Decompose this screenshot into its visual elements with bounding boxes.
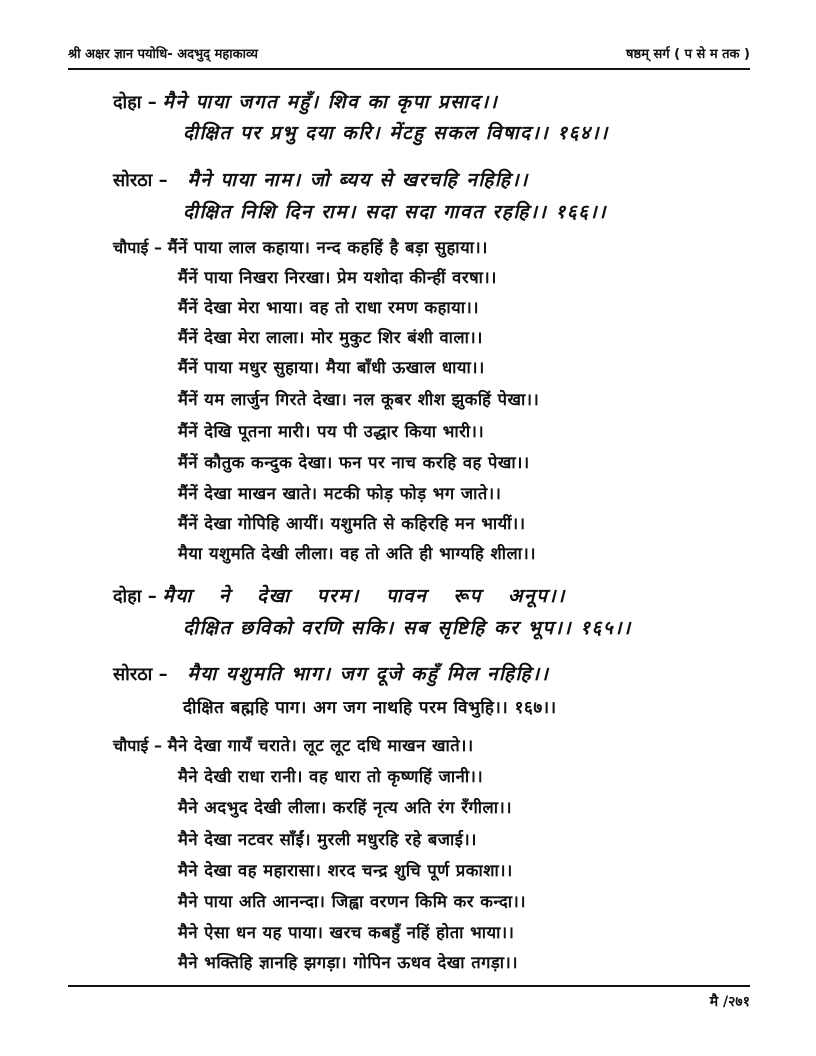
- doha-2-line-2: दीक्षित छविको वरणि सकि। सब सृष्टिहि कर भूप।। १६५।।: [183, 617, 632, 639]
- sortha-label: सोरठा –: [113, 170, 168, 191]
- doha-label: दोहा –: [113, 92, 157, 113]
- page-number: मै /२७१: [709, 994, 750, 1010]
- doha-1-line-2: दीक्षित पर प्रभु दया करि। मेंटहु सकल विषाद।। १६४।।: [183, 122, 609, 144]
- chaupai-1-line-6: मैंनें यम लार्जुन गिरते देखा। नल कूबर शीश झुकहिं पेखा।।: [178, 390, 540, 409]
- chaupai-2-line-2: मैने देखी राधा रानी। वह धारा तो कृष्णहिं जानी।।: [178, 767, 484, 786]
- chaupai-1-line-2: मैंनें पाया निखरा निरखा। प्रेम यशोदा कीन्हीं वरषा।।: [178, 268, 497, 287]
- chaupai-1-line-11: मैया यशुमति देखी लीला। वह तो अति ही भाग्यहि शीला।।: [178, 544, 536, 563]
- chaupai-1-line-8: मैंनें कौतुक कन्दुक देखा। फन पर नाच करहि वह पेखा।।: [178, 453, 530, 472]
- chaupai-1-line-3: मैंनें देखा मेरा भाया। वह तो राधा रमण कहाया।।: [178, 298, 480, 317]
- chaupai-2-line-1: [113, 734, 474, 758]
- sortha-2-line-1: [113, 662, 549, 687]
- chaupai-1-line-4: मैंनें देखा मेरा लाला। मोर मुकुट शिर बंशी वाला।।: [178, 328, 483, 347]
- footer-divider: [68, 985, 750, 987]
- page-header: [68, 40, 750, 70]
- verse-text: मैने पाया नाम। जो ब्यय से खरचहि नहिहि।।: [187, 169, 529, 191]
- chaupai-2-line-3: मैने अदभुद देखी लीला। करहिं नृत्य अति रंग रँगीला।।: [178, 798, 512, 817]
- sortha-1-line-1: [113, 168, 529, 193]
- verse-text: मैने पाया जगत महुँ। शिव का कृपा प्रसाद।।: [162, 91, 499, 113]
- verse-text: मैया ने देखा परम। पावन रूप अनूप।।: [162, 585, 566, 607]
- chapter-title: षष्ठम् सर्ग ( प से म तक ): [626, 47, 750, 62]
- sortha-label: सोरठा –: [113, 664, 168, 685]
- chaupai-2-line-6: मैने पाया अति आनन्दा। जिह्वा वरणन किमि कर कन्दा।।: [178, 892, 527, 911]
- chaupai-2-line-7: मैने ऐसा धन यह पाया। खरच कबहुँ नहिं होता भाया।।: [178, 923, 515, 942]
- chaupai-2-line-4: मैने देखा नटवर साँईं। मुरली मधुरहि रहे बजाई।।: [178, 830, 477, 849]
- chaupai-1-line-7: मैंनें देखि पूतना मारी। पय पी उद्धार किया भारी।।: [178, 422, 485, 441]
- book-title: श्री अक्षर ज्ञान पयोधि- अदभुद् महाकाव्य: [68, 47, 258, 62]
- chaupai-label: चौपाई –: [113, 238, 162, 257]
- chaupai-1-line-1: [113, 236, 488, 260]
- doha-label: दोहा –: [113, 586, 157, 607]
- sortha-2-line-2: दीक्षित बह्महि पाग। अग जग नाथहि परम विभुहि।। १६७।।: [183, 698, 557, 718]
- doha-1-line-1: [113, 90, 498, 115]
- chaupai-1-line-9: मैंनें देखा माखन खाते। मटकी फोड़ फोड़ भग जाते।।: [178, 484, 502, 503]
- doha-2-line-1: [113, 584, 566, 609]
- verse-text: मैने देखा गायँ चराते। लूट लूट दधि माखन खाते।।: [167, 736, 474, 755]
- chaupai-label: चौपाई –: [113, 736, 162, 755]
- chaupai-2-line-5: मैने देखा वह महारासा। शरद चन्द्र शुचि पूर्ण प्रकाशा।।: [178, 861, 513, 880]
- chaupai-1-line-5: मैंनें पाया मधुर सुहाया। मैया बाँधी ऊखाल धाया।।: [178, 358, 485, 377]
- chaupai-1-line-10: मैंनें देखा गोपिहि आयीं। यशुमति से कहिरहि मन भायीं।।: [178, 514, 526, 533]
- verse-text: मैया यशुमति भाग। जग दूजे कहुँ मिल नहिहि।।: [187, 663, 550, 685]
- chaupai-2-line-8: मैने भक्तिहि ज्ञानहि झगड़ा। गोपिन ऊधव देखा तगड़ा।।: [178, 953, 519, 972]
- verse-text: मैंनें पाया लाल कहाया। नन्द कहहिं है बड़ा सुहाया।।: [167, 238, 488, 257]
- sortha-1-line-2: दीक्षित निशि दिन राम। सदा सदा गावत रहहि।। १६६।।: [183, 201, 607, 223]
